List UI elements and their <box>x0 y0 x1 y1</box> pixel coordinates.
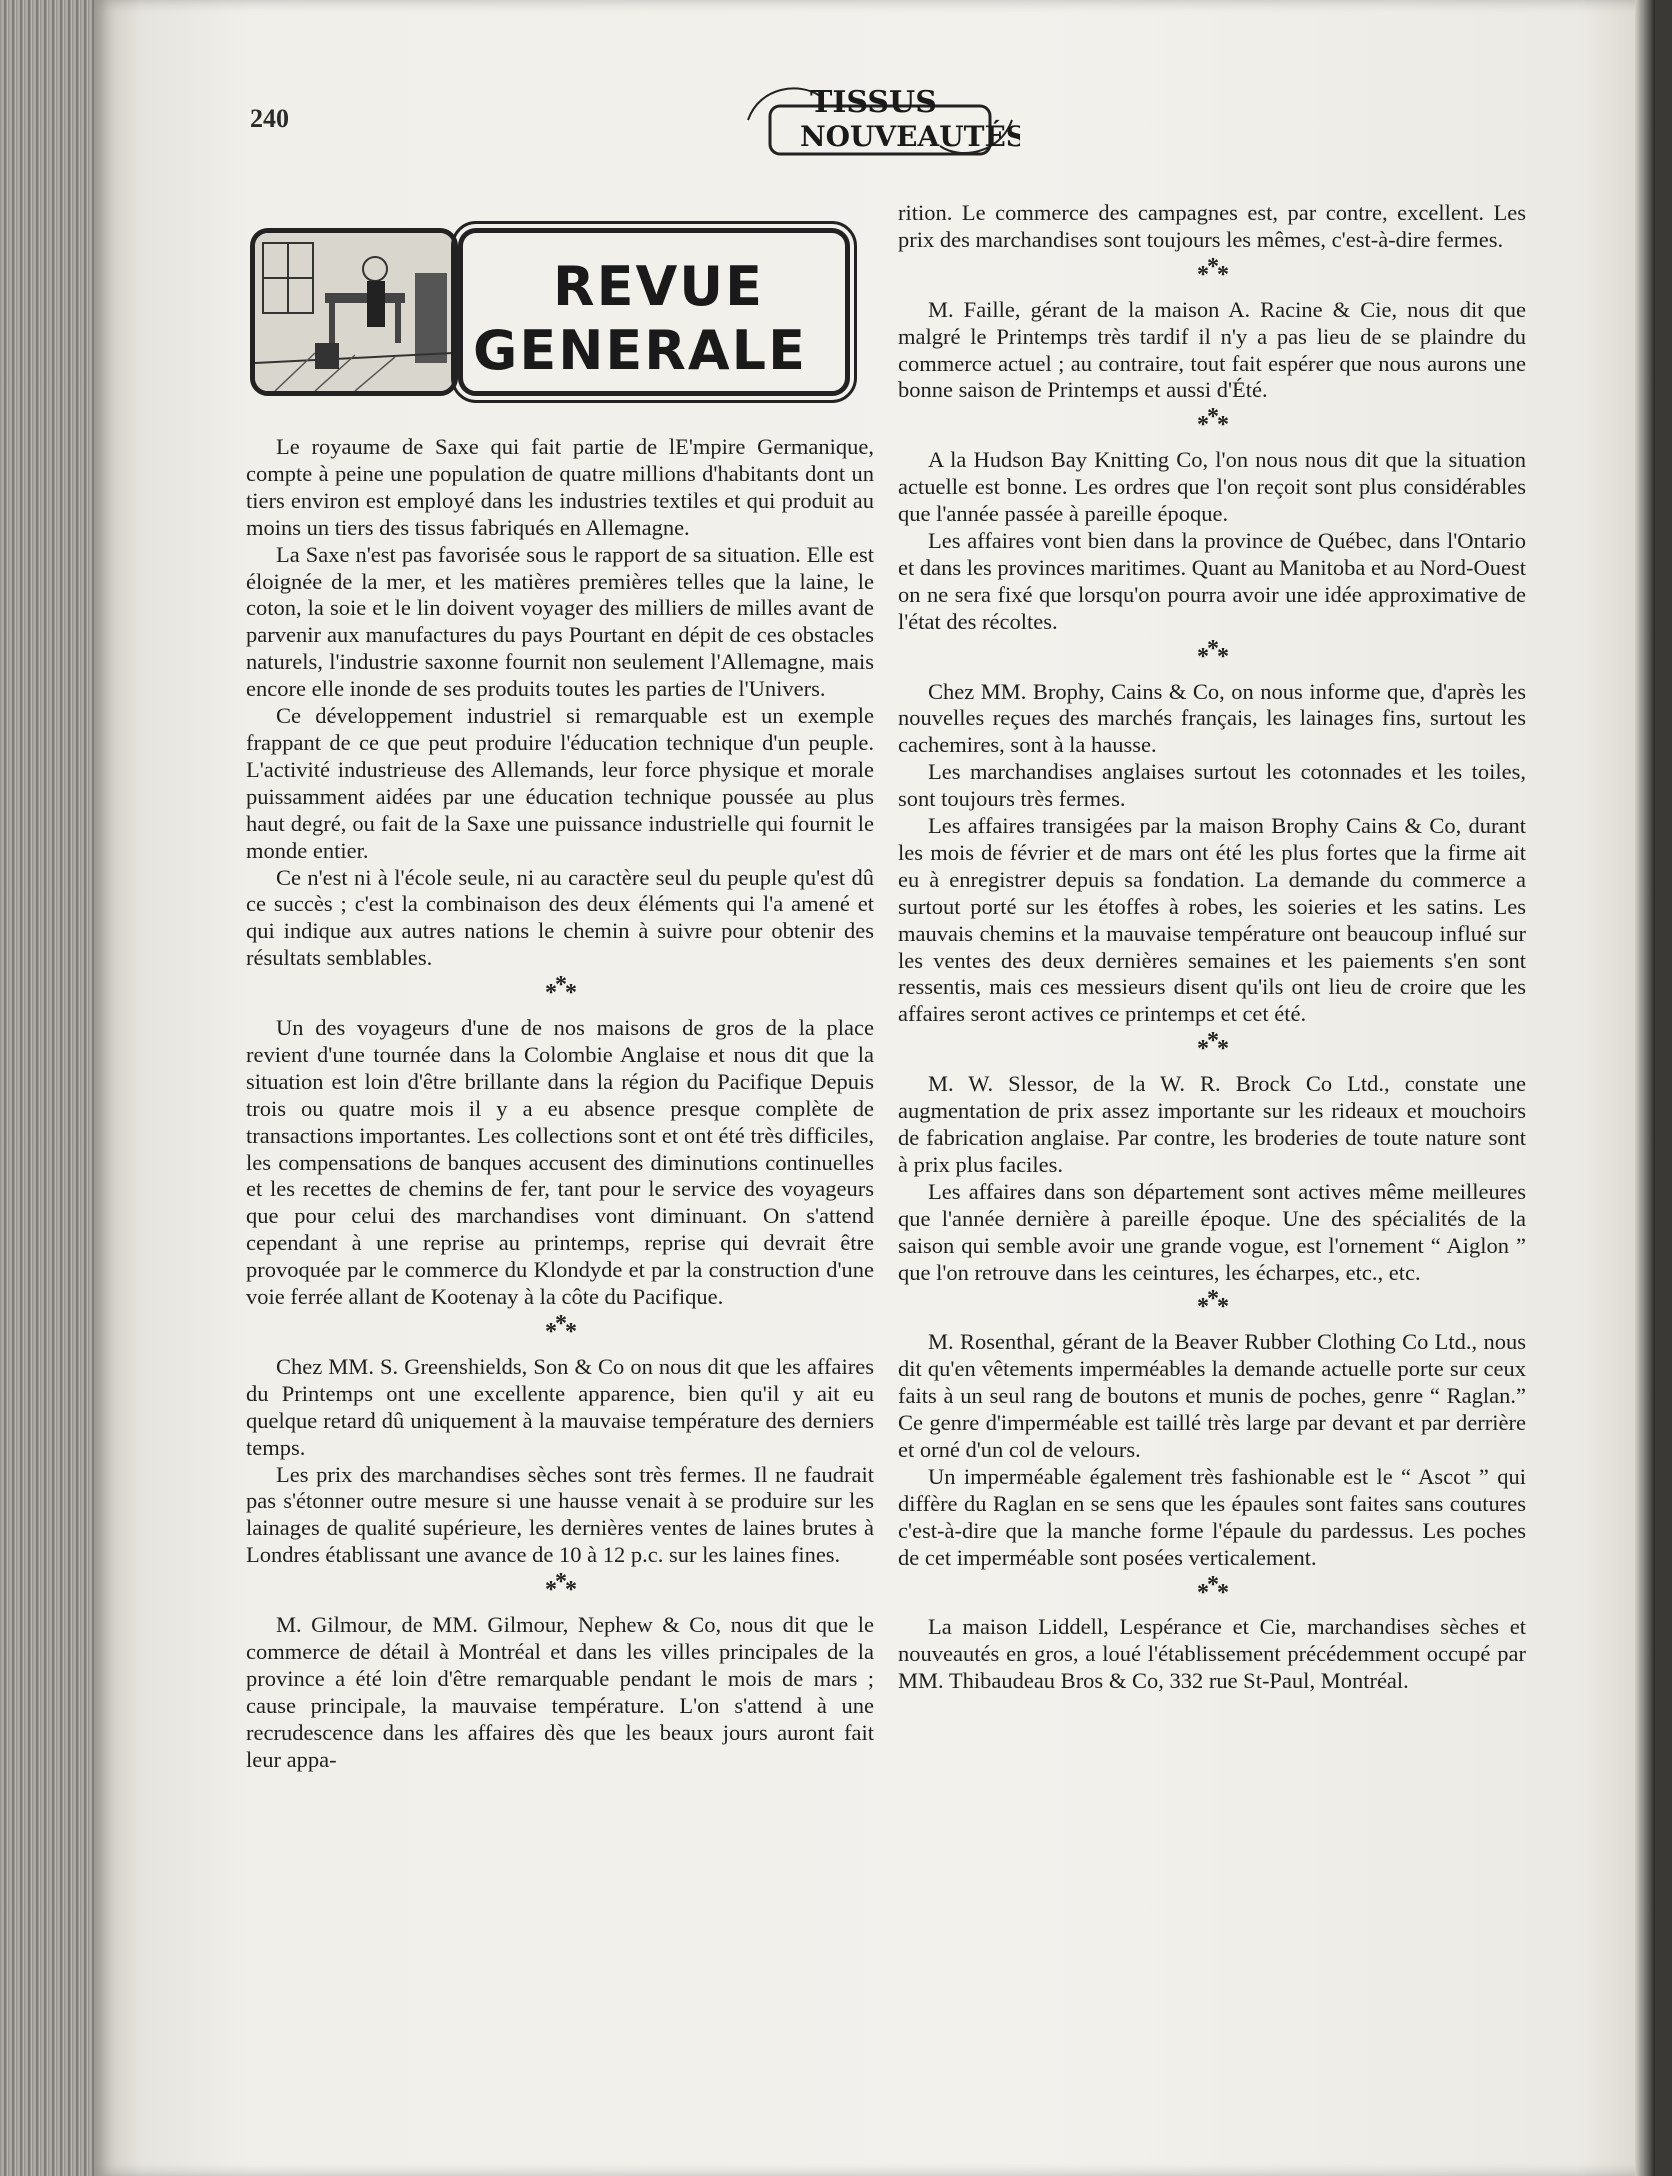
masthead-line1: TISSUS <box>810 85 937 120</box>
masthead-logo <box>740 76 1020 164</box>
page-right-edge <box>1635 0 1655 2176</box>
paragraph: M. Rosenthal, gérant de la Beaver Rubber Clothing Co Ltd., nous dit qu'en vêtements imperméables la demande actuelle porte sur ceux faits à un seul rang de boutons et munis de poches, genre “ Raglan.” Ce genre d'imperméable est taillé très large par devant et par derrière et orné d'un col de velours. <box>898 1329 1526 1462</box>
paragraph: M. Faille, gérant de la maison A. Racine & Cie, nous dit que malgré le Printemps très tardif il n'y a pas lieu de se plaindre du commerce actuel ; au contraire, tout fait espérer que nous aurons une bonne saison de Printemps et aussi d'Été. <box>898 296 1526 403</box>
paragraph: Ce n'est ni à l'école seule, ni au caractère seul du peuple qu'est dû ce succès ; c'est la combinaison des deux éléments qui l'a amené et qui indique aux autres nations le chemin à suivre pour obtenir des résultats semblables. <box>246 864 874 971</box>
paragraph: A la Hudson Bay Knitting Co, l'on nous nous dit que la situation actuelle est bonne. Les ordres que l'on reçoit sont plus considérables que l'année passée à pareille époque. <box>898 447 1526 527</box>
paragraph: Les affaires transigées par la maison Brophy Cains & Co, durant les mois de février et de mars ont été les plus fortes que la firme ait eu à enregistrer depuis sa fondation. La demande du commerce a surtout porté sur les étoffes à robes, les soieries et les satins. Les mauvais chemins et la mauvaise température ont beaucoup influé sur les ventes des deux dernières semaines et les paiements s'en sont ressentis, mais ces messieurs disent qu'ils ont lieu de croire que les affaires seront actives ce printemps et cet été. <box>898 813 1526 1027</box>
asterism-separator: *** <box>1197 1286 1227 1321</box>
paragraph: Les prix des marchandises sèches sont très fermes. Il ne faudrait pas s'étonner outre mesure si une hausse venait à se produire sur les lainages de qualité supérieure, les dernières ventes de laines brutes à Londres établissant une avance de 10 à 12 p.c. sur les laines fines. <box>246 1461 874 1568</box>
paragraph: M. Gilmour, de MM. Gilmour, Nephew & Co, nous dit que le commerce de détail à Montréal et dans les villes principales de la province a été loin d'être remarquable pendant le mois de mars ; cause principale, la mauvaise température. L'on s'attend à une recrudescence dans les affaires dès que les beaux jours auront fait leur appa- <box>246 1612 874 1772</box>
paragraph: La maison Liddell, Lespérance et Cie, marchandises sèches et nouveautés en gros, a loué l'établissement précédemment occupé par MM. Thibaudeau Bros & Co, 332 rue St-Paul, Montréal. <box>898 1614 1526 1694</box>
paragraph: Le royaume de Saxe qui fait partie de lE'mpire Germanique, compte à peine une population de quatre millions d'habitants dont un tiers environ est employé dans les industries textiles et qui produit au moins un tiers des tissus fabriqués en Allemagne. <box>246 434 874 540</box>
heading-line2: GENERALE <box>473 319 807 382</box>
paragraph: Les marchandises anglaises surtout les cotonnades et les toiles, sont toujours très fermes. <box>898 759 1526 812</box>
paragraph: Les affaires dans son département sont actives même meilleures que l'année dernière à pareille époque. Une des spécialités de la saison qui semble avoir une grande vogue, est l'ornement “ Aiglon ” que l'on retrouve dans les ceintures, les écharpes, etc., etc. <box>898 1178 1526 1285</box>
paragraph: M. W. Slessor, de la W. R. Brock Co Ltd., constate une augmentation de prix assez importante sur les rideaux et mouchoirs de fabrication anglaise. Par contre, les broderies de toute nature sont à prix plus faciles. <box>898 1071 1526 1177</box>
asterism-separator: *** <box>1197 635 1227 670</box>
masthead-line2: NOUVEAUTÉS <box>800 120 1020 153</box>
asterism-separator: *** <box>1197 1028 1227 1063</box>
masthead-logo-graphic <box>740 76 1020 164</box>
paragraph: Un imperméable également très fashionable est le “ Ascot ” qui diffère du Raglan en se sens que les épaules sont faites sans coutures c'est-à-dire que la manche forme l'épaule du pardessus. Les poches de cet imperméable sont posées verticalement. <box>898 1463 1526 1570</box>
asterism-separator: *** <box>545 972 575 1007</box>
asterism-separator: *** <box>1197 1571 1227 1606</box>
asterism-separator: *** <box>545 1569 575 1604</box>
paragraph: Chez MM. S. Greenshields, Son & Co on nous dit que les affaires du Printemps ont une excellente apparence, bien qu'il y ait eu quelque retard dû uniquement à la mauvaise température des derniers temps. <box>246 1353 874 1460</box>
workshop-illustration <box>250 228 458 396</box>
right-column <box>898 200 1526 1695</box>
title-frame <box>458 228 850 396</box>
paragraph: Chez MM. Brophy, Cains & Co, on nous informe que, d'après les nouvelles reçues des marchés français, les lainages fins, surtout les cachemires, sont à la hausse. <box>898 678 1526 758</box>
asterism-separator: *** <box>1197 404 1227 439</box>
asterism-separator: *** <box>1197 253 1227 288</box>
page-number: 240 <box>250 104 289 133</box>
paragraph: rition. Le commerce des campagnes est, par contre, excellent. Les prix des marchandises sont toujours les mêmes, c'est-à-dire fermes. <box>898 200 1526 252</box>
section-heading-box <box>250 228 850 396</box>
heading-line1: REVUE <box>553 255 764 318</box>
paragraph: La Saxe n'est pas favorisée sous le rapport de sa situation. Elle est éloignée de la mer, et les matières premières telles que la laine, le coton, la soie et le lin doivent voyager des milliers de milles avant de parvenir aux manufactures du pays Pourtant en dépit de ces obstacles naturels, l'industrie saxonne fournit non seulement l'Allemagne, mais encore elle inonde de ses produits toutes les parties de l'Univers. <box>246 541 874 702</box>
paragraph: Ce développement industriel si remarquable est un exemple frappant de ce que peut produire l'éducation technique d'un peuple. L'activité industrieuse des Allemands, leur force physique et morale puissamment aidées par une éducation technique poussée au plus haut degré, ou fait de la Saxe une puissance industrielle qui fournit le monde entier. <box>246 703 874 863</box>
left-column <box>246 434 874 1774</box>
asterism-separator: *** <box>545 1311 575 1345</box>
paragraph: Un des voyageurs d'une de nos maisons de gros de la place revient d'une tournée dans la Colombie Anglaise et nous dit que la situation est loin d'être brillante dans la région du Pacifique Depuis trois ou quatre mois il y a eu absence presque complète de transactions importantes. Les collections sont et ont été très difficiles, les compensations de banques accusent des diminutions continuelles et les recettes de chemins de fer, tant pour le service des voyageurs que pour celui des marchandises vont diminuant. On s'attend cependant à une reprise au printemps, reprise qui devrait être provoquée par le commerce du Klondyde et par la construction d'une voie ferrée allant de Kootenay à la côte du Pacifique. <box>246 1015 874 1310</box>
paragraph: Les affaires vont bien dans la province de Québec, dans l'Ontario et dans les provinces maritimes. Quant au Manitoba et au Nord-Ouest on ne sera fixé que lorsqu'on pourra avoir une idée approximative de l'état des récoltes. <box>898 527 1526 634</box>
workshop-illustration-graphic <box>255 233 453 391</box>
